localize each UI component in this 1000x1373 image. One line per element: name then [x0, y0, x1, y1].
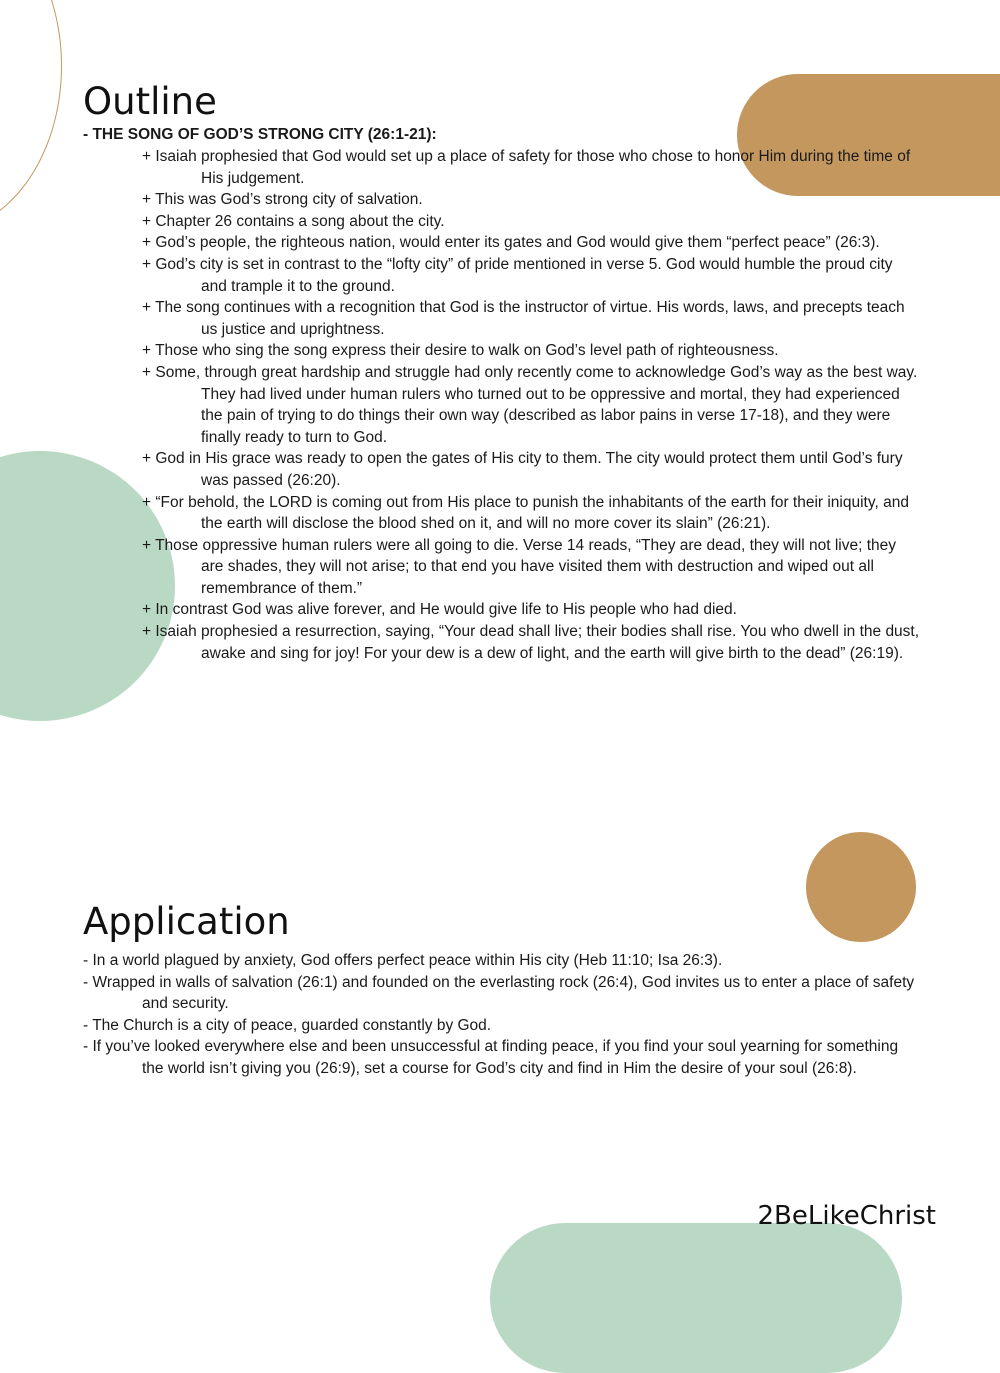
outline-item: + God’s people, the righteous nation, would enter its gates and God would give them “perfect peace” (26:3).	[142, 234, 880, 252]
outline-item: + Isaiah prophesied that God would set up a place of safety for those who chose to honor Him during the time of His judgement.	[142, 148, 911, 187]
application-list	[83, 950, 920, 1080]
outline-item: + Chapter 26 contains a song about the city.	[142, 212, 445, 230]
application-section	[83, 900, 920, 1080]
outline-item: + Those who sing the song express their desire to walk on God’s level path of righteousness.	[142, 342, 779, 360]
outline-item: + Some, through great hardship and struggle had only recently come to acknowledge God’s way as the best way. They had lived under human rulers who turned out to be oppressive and mortal, they had experienced the pain of trying to do things their own way (described as labor pains in verse 17-18), and they were finally ready to turn to God.	[142, 363, 918, 446]
outline-item: + God in His grace was ready to open the gates of His city to them. The city would protect them until God’s fury was passed (26:20).	[142, 450, 903, 489]
outline-list	[83, 146, 920, 664]
outline-section	[83, 80, 920, 664]
outline-item: + In contrast God was alive forever, and He would give life to His people who had died.	[142, 601, 737, 619]
outline-item: + The song continues with a recognition that God is the instructor of virtue. His words, laws, and precepts teach us justice and uprightness.	[142, 299, 905, 338]
outline-item: + Isaiah prophesied a resurrection, saying, “Your dead shall live; their bodies shall rise. You who dwell in the dust, awake and sing for joy! For your dew is a dew of light, and the earth will give birth to the dead” (26:19).	[142, 623, 920, 662]
outline-title: Outline	[83, 80, 217, 123]
decorative-ring	[0, 0, 62, 232]
application-item: - The Church is a city of peace, guarded constantly by God.	[83, 1016, 492, 1034]
application-item: - Wrapped in walls of salvation (26:1) and founded on the everlasting rock (26:4), God invites us to enter a place of safety and security.	[83, 973, 915, 1013]
application-item: - In a world plagued by anxiety, God offers perfect peace within His city (Heb 11:10; Isa 26:3).	[83, 952, 723, 969]
application-title: Application	[83, 900, 290, 943]
brand-label: 2BeLikeChrist	[757, 1201, 936, 1231]
outline-section-heading: - THE SONG OF GOD’S STRONG CITY (26:1-21):	[83, 126, 437, 143]
decorative-green-pill	[490, 1223, 902, 1373]
application-item: - If you’ve looked everywhere else and been unsuccessful at finding peace, if you find your soul yearning for something the world isn’t giving you (26:9), set a course for God’s city and find in Him the desire of your soul (26:8).	[83, 1038, 899, 1077]
outline-item: + “For behold, the LORD is coming out from His place to punish the inhabitants of the earth for their iniquity, and the earth will disclose the blood shed on it, and will no more cover its slain” (26:21).	[142, 493, 909, 533]
outline-item: + God’s city is set in contrast to the “lofty city” of pride mentioned in verse 5. God would humble the proud city and trample it to the ground.	[142, 255, 893, 295]
outline-item: + This was God’s strong city of salvation.	[142, 191, 423, 209]
outline-item: + Those oppressive human rulers were all going to die. Verse 14 reads, “They are dead, they will not live; they are shades, they will not arise; to that end you have visited them with destruction and wiped out all remembrance of them.”	[142, 536, 897, 597]
